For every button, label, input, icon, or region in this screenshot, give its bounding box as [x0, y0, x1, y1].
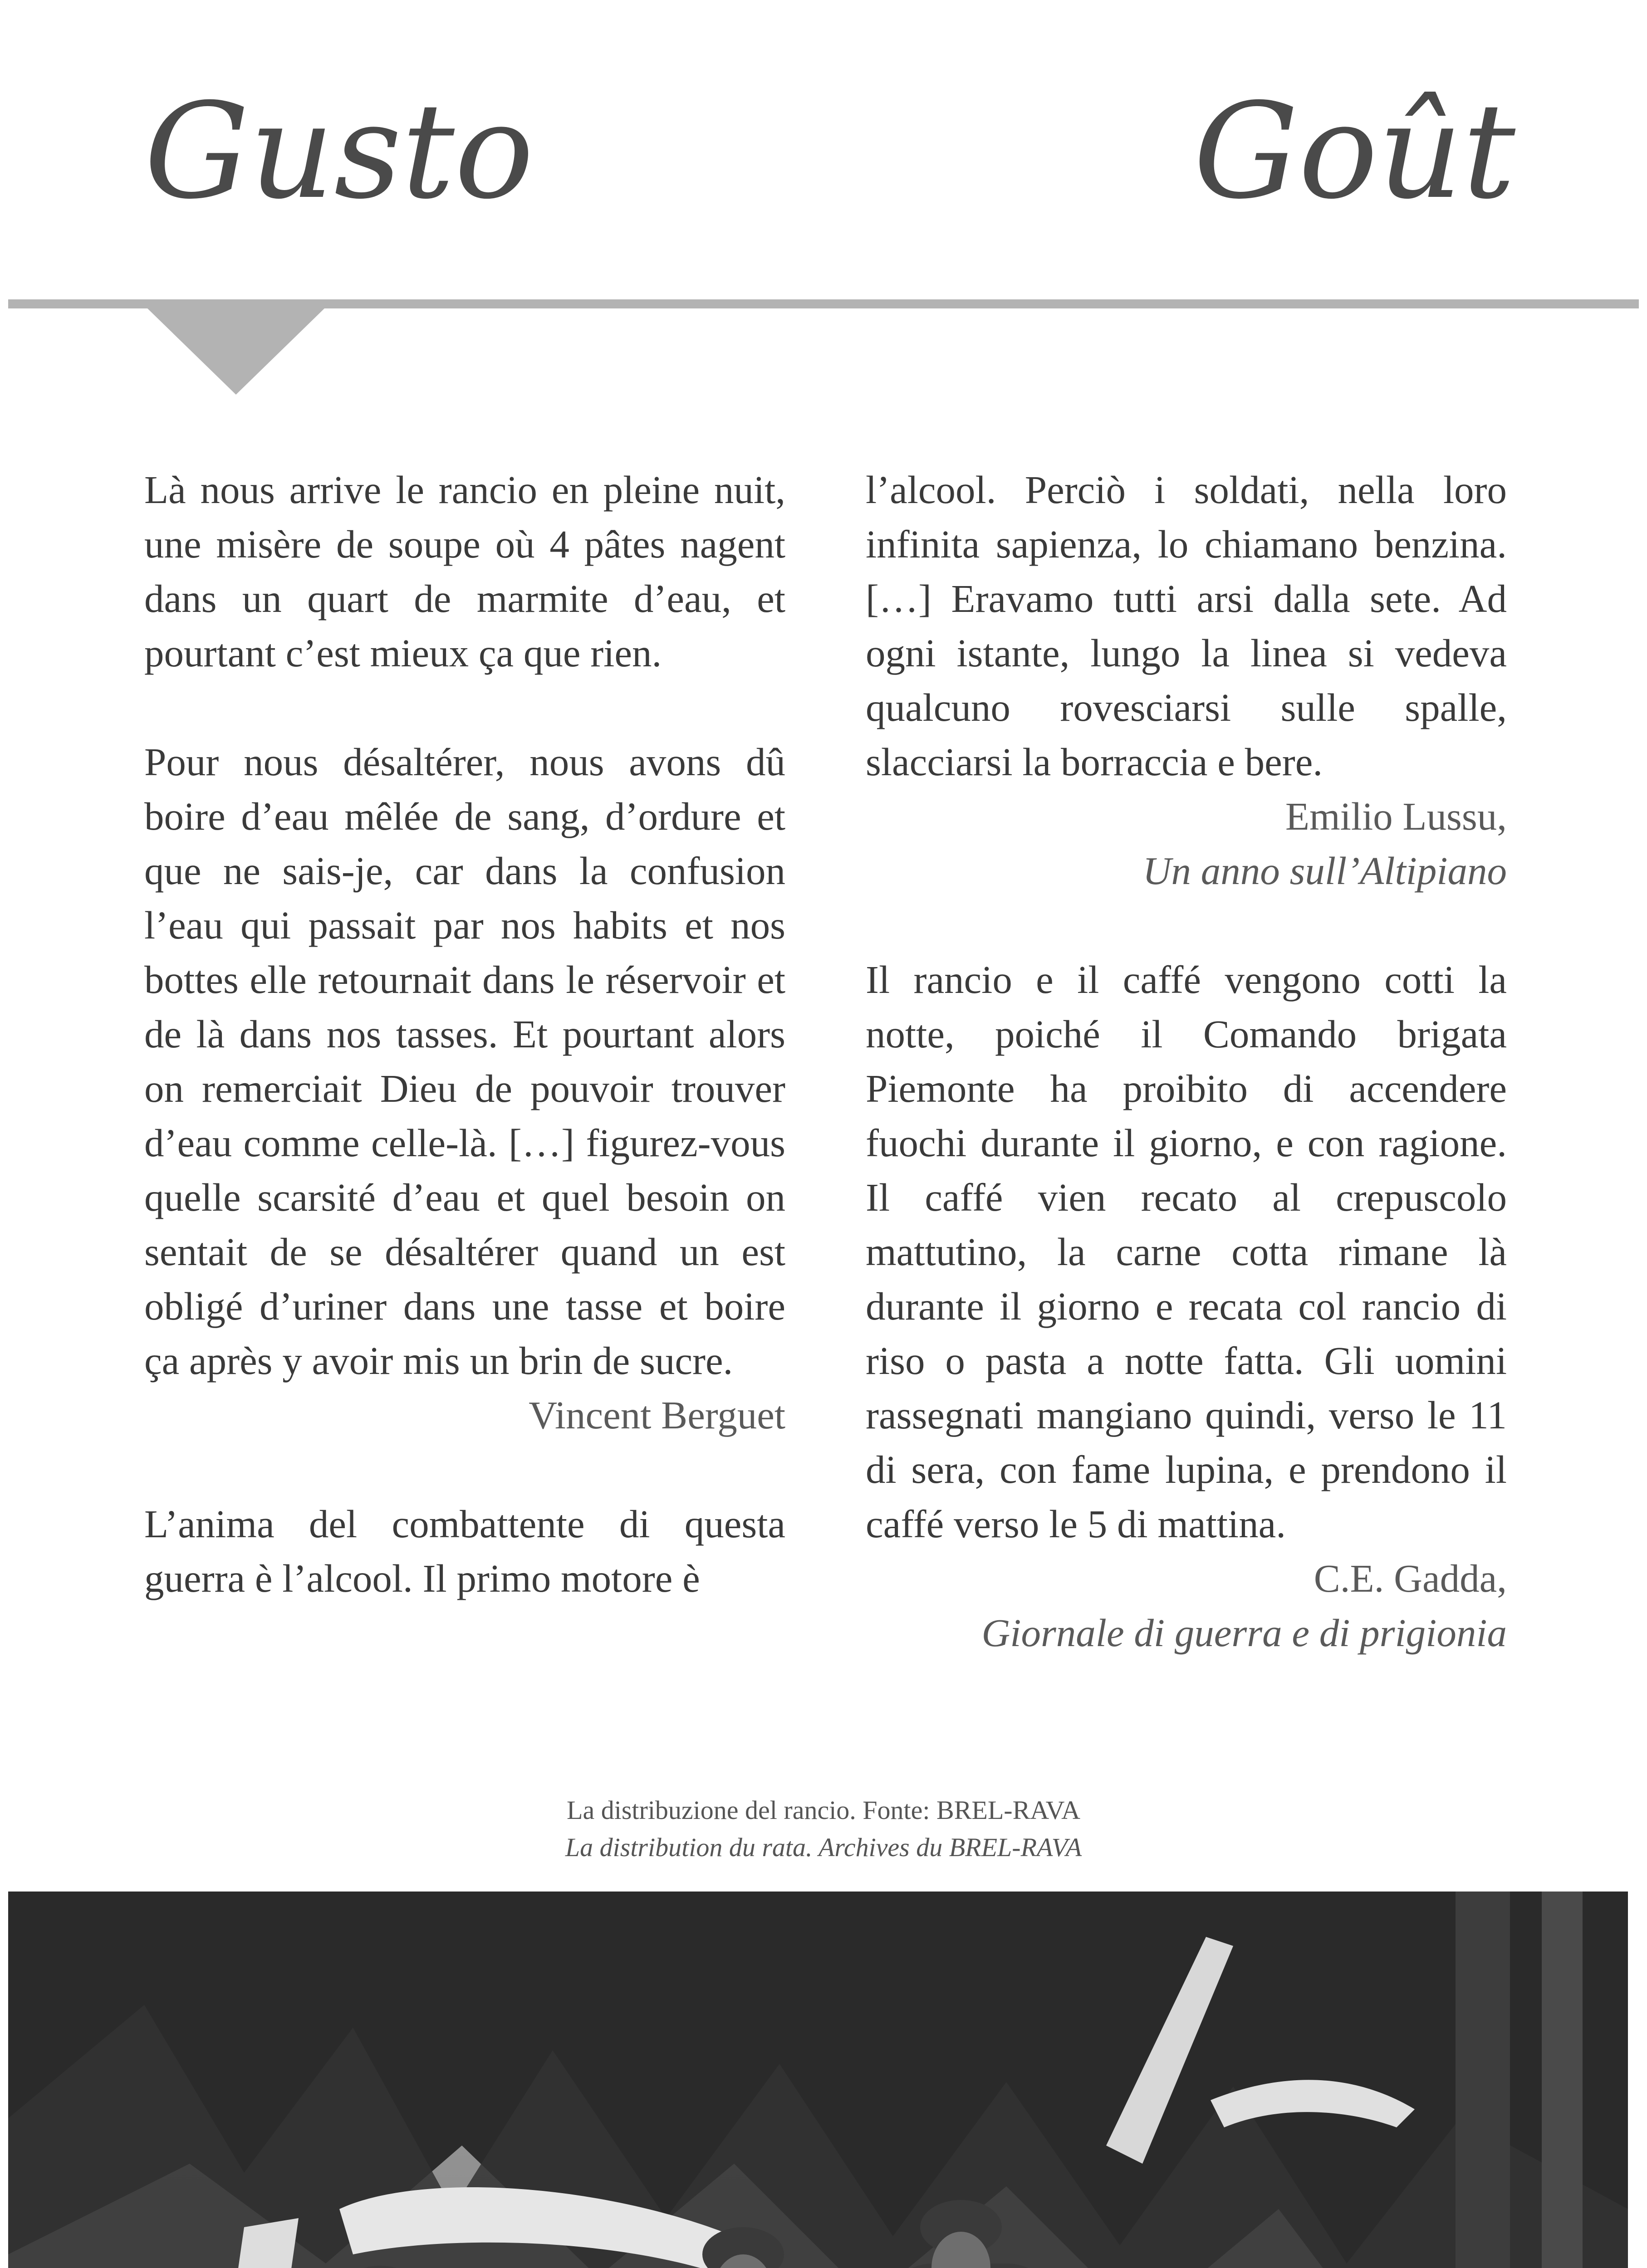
author-lussu: Emilio Lussu, [1285, 794, 1507, 838]
right-text-column [866, 463, 1507, 1660]
work-gadda: Giornale di guerra e di prigionia [981, 1611, 1507, 1655]
header-triangle-marker [147, 308, 324, 395]
quote-berguet-part1: Là nous arrive le rancio en pleine nuit, une misère de soupe où 4 pâtes nagent dans un quart de marmite d’eau, et pourtant c’est mieux ça que rien. [144, 468, 785, 675]
title-french: Goût [1193, 75, 1515, 228]
author-gadda: C.E. Gadda, [1314, 1556, 1507, 1600]
photo-illustration [8, 1892, 1628, 2268]
header-divider [8, 299, 1639, 308]
left-text-column [144, 463, 785, 1606]
author-berguet: Vincent Berguet [529, 1393, 785, 1437]
quote-gadda: Il rancio e il caffé vengono cotti la notte, poiché il Comando brigata Piemonte ha proibito di accendere fuochi durante il giorno, e con ragione. Il caffé vien recato al crepuscolo mattutino, la carne cotta rimane là durante il giorno e recata col rancio di riso o pasta a notte fatta. Gli uomini rassegnati mangiano quindi, verso le 11 di sera, con fame lupina, e prendono il caffé verso le 5 di mattina. [866, 958, 1507, 1546]
title-italian: Gusto [144, 75, 534, 228]
work-lussu: Un anno sull’Altipiano [1142, 849, 1507, 893]
photo-caption [0, 1792, 1647, 1866]
quote-lussu-continued: l’alcool. Perciò i soldati, nella loro infinita sapienza, lo chiamano benzina. […] Eravamo tutti arsi dalla sete. Ad ogni istante, lungo la linea si vedeva qualcuno rovesciarsi sulle spalle, slacciarsi la borraccia e bere. [866, 468, 1507, 784]
historical-photo-soldiers-rancio [8, 1892, 1628, 2268]
quote-berguet-part2: Pour nous désaltérer, nous avons dû boire d’eau mêlée de sang, d’ordure et que ne sais-je, car dans la confusion l’eau qui passait par nos habits et nos bottes elle retournait dans le réservoir et de là dans nos tasses. Et pourtant alors on remerciait Dieu de pouvoir trouver d’eau comme celle-là. […] figurez-vous quelle scarsité d’eau et quel besoin on sentait de se désaltérer quand un est obligé d’uriner dans une tasse et boire ça après y avoir mis un brin de sucre. [144, 740, 785, 1383]
caption-italian: La distribuzione del rancio. Fonte: BREL-RAVA [567, 1795, 1080, 1825]
caption-french: La distribution du rata. Archives du BREL-RAVA [565, 1833, 1082, 1862]
quote-lussu-start: L’anima del combattente di questa guerra è l’alcool. Il primo motore è [144, 1502, 785, 1600]
